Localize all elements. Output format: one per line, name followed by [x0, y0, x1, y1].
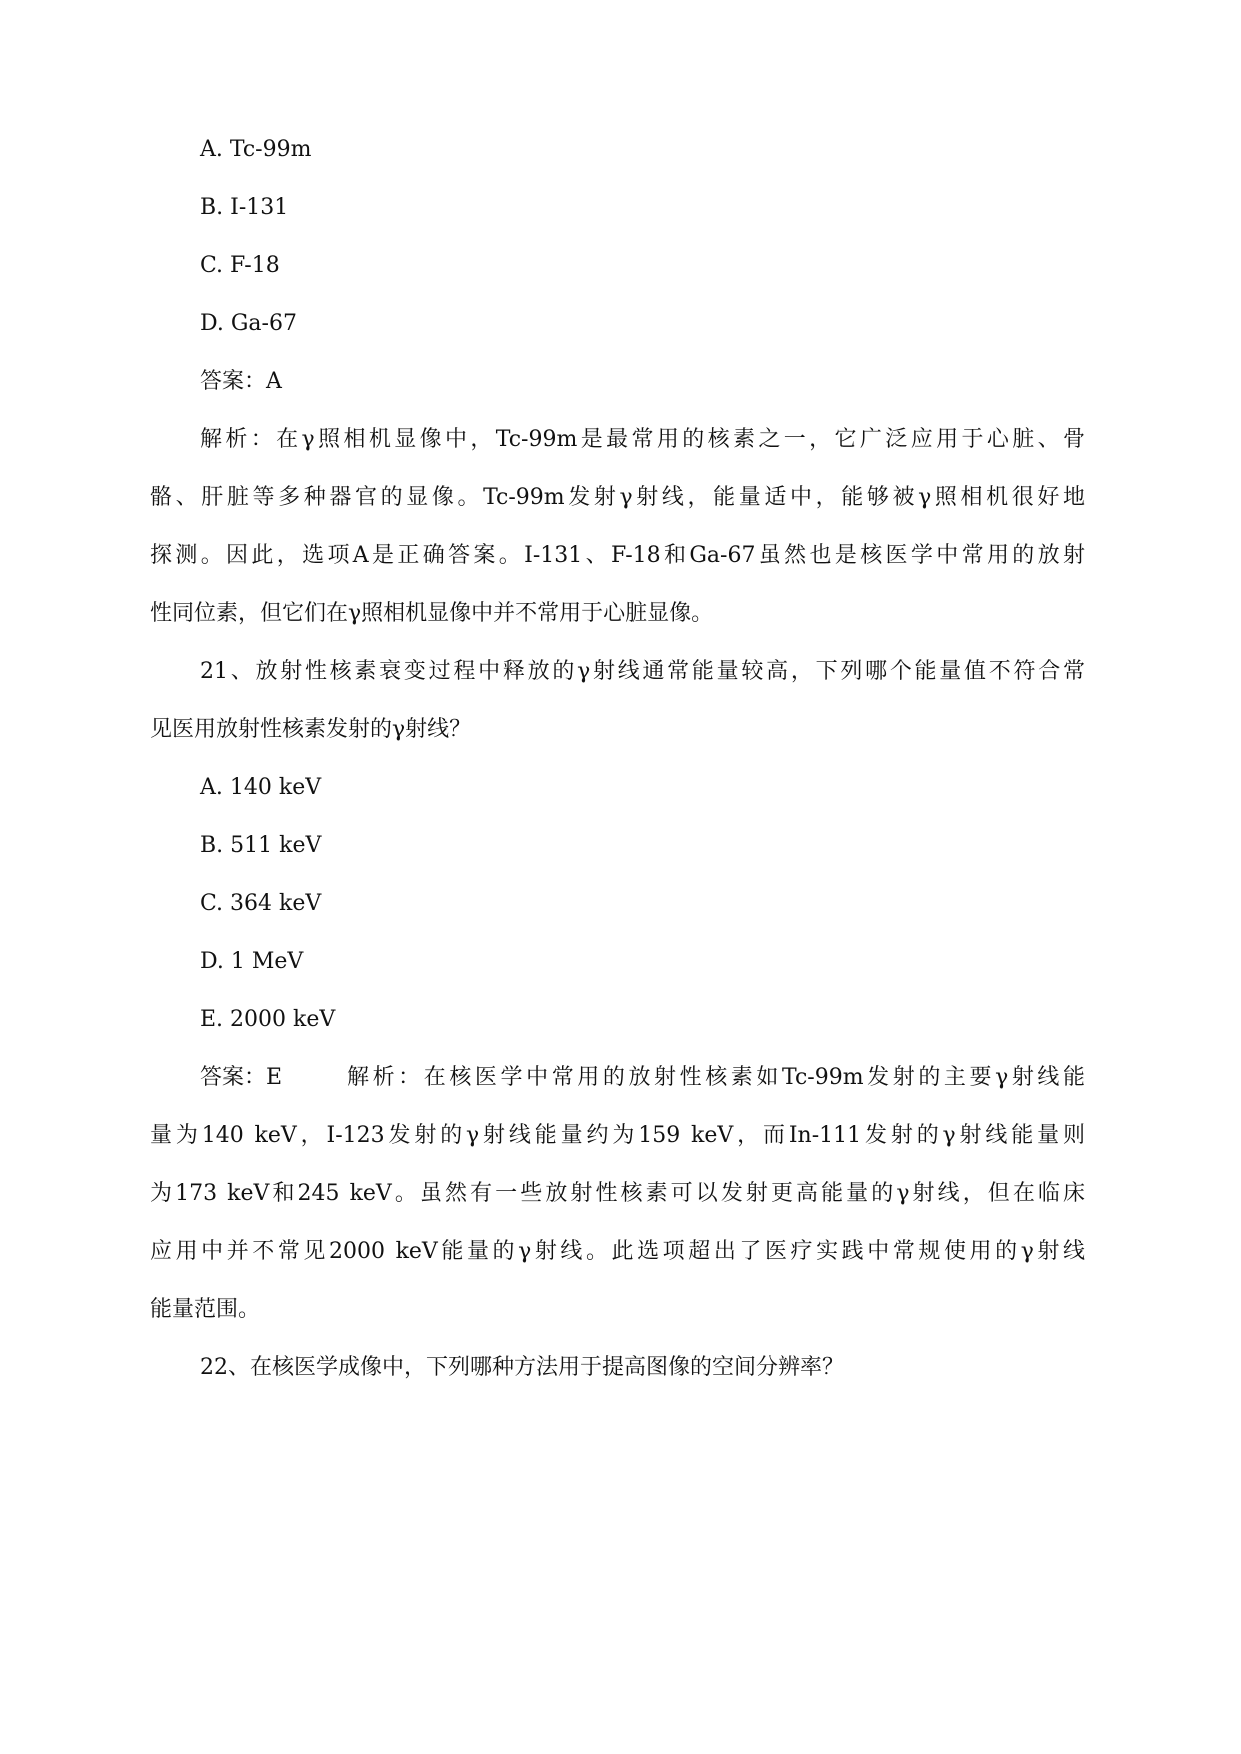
q21-option-b: B. 511 keV	[200, 833, 322, 858]
q20-answer: 答案：A	[200, 369, 282, 394]
q22-question: 22、在核医学成像中，下列哪种方法用于提高图像的空间分辨率？	[200, 1355, 844, 1380]
q20-analysis-line: 探测。因此，选项A是正确答案。I-131、F-18和Ga-67虽然也是核医学中常用的放射	[150, 543, 1085, 568]
q21-question-line: 21、放射性核素衰变过程中释放的γ射线通常能量较高，下列哪个能量值不符合常	[200, 659, 1085, 684]
q21-analysis-line: 为173 keV和245 keV。虽然有一些放射性核素可以发射更高能量的γ射线，但在临床	[150, 1181, 1085, 1206]
q21-analysis-line: 应用中并不常见2000 keV能量的γ射线。此选项超出了医疗实践中常规使用的γ射线	[150, 1239, 1085, 1264]
q20-option-a: A. Tc-99m	[200, 137, 312, 162]
q21-option-e: E. 2000 keV	[200, 1007, 336, 1032]
q21-question-line: 见医用放射性核素发射的γ射线？	[150, 717, 472, 742]
q20-option-c: C. F-18	[200, 253, 280, 278]
q21-analysis-line: 解析：在核医学中常用的放射性核素如Tc-99m发射的主要γ射线能	[347, 1065, 1085, 1090]
q21-analysis-line: 能量范围。	[150, 1297, 261, 1322]
q20-analysis-line: 骼、肝脏等多种器官的显像。Tc-99m发射γ射线，能量适中，能够被γ照相机很好地	[150, 485, 1085, 510]
q21-option-c: C. 364 keV	[200, 891, 322, 916]
q20-analysis-line: 性同位素，但它们在γ照相机显像中并不常用于心脏显像。	[150, 601, 714, 626]
q20-option-b: B. I-131	[200, 195, 289, 220]
q21-option-d: D. 1 MeV	[200, 949, 304, 974]
q20-analysis-line: 解析：在γ照相机显像中，Tc-99m是最常用的核素之一，它广泛应用于心脏、骨	[200, 427, 1085, 452]
q20-option-d: D. Ga-67	[200, 311, 297, 336]
q21-answer: 答案：E	[200, 1065, 283, 1090]
q21-analysis-line: 量为140 keV，I-123发射的γ射线能量约为159 keV，而In-111发射的γ射线能量则	[150, 1123, 1085, 1148]
q21-option-a: A. 140 keV	[200, 775, 322, 800]
